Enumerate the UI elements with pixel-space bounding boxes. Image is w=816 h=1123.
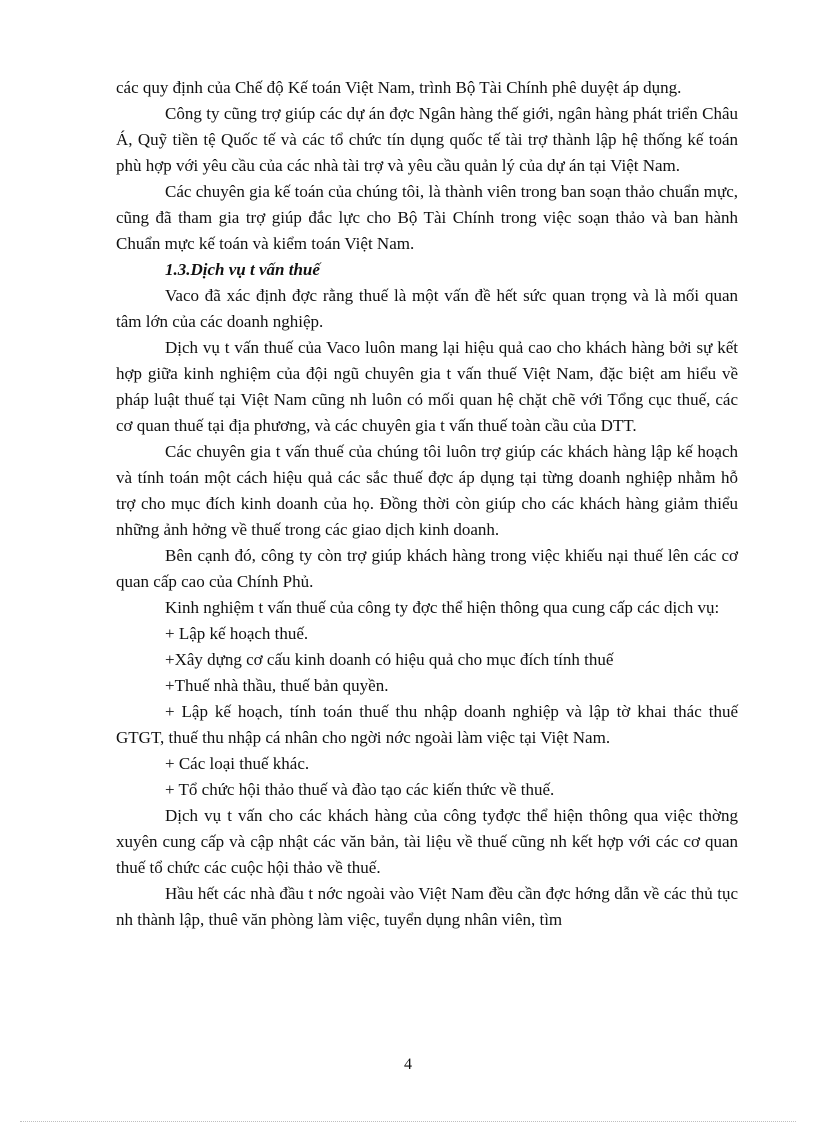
paragraph: Các chuyên gia t vấn thuế của chúng tôi luôn trợ giúp các khách hàng lập kế hoạch và tính toán một cách hiệu quả các sắc thuế đợc áp dụng tại từng doanh nghiệp nhằm hỗ trợ cho mục đích kinh doanh của họ. Đồng thời còn giúp cho các khách hàng giảm thiểu những ảnh hởng về thuế trong các giao dịch kinh doanh. <box>116 442 738 539</box>
paragraph: Công ty cũng trợ giúp các dự án đợc Ngân hàng thế giới, ngân hàng phát triển Châu Á, Quỹ tiền tệ Quốc tế và các tổ chức tín dụng quốc tế tài trợ thành lập hệ thống kế toán phù hợp với yêu cầu của các nhà tài trợ và yêu cầu quản lý của dự án tại Việt Nam. <box>116 104 738 175</box>
paragraph: Dịch vụ t vấn thuế của Vaco luôn mang lại hiệu quả cao cho khách hàng bởi sự kết hợp giữa kinh nghiệm của đội ngũ chuyên gia t vấn thuế Việt Nam, đặc biệt am hiểu về pháp luật thuế tại Việt Nam cũng nh luôn có mối quan hệ chặt chẽ với Tổng cục thuế, các cơ quan thuế tại địa phương, và các chuyên gia t vấn thuế toàn cầu của DTT. <box>116 338 738 435</box>
list-item: +Xây dựng cơ cấu kinh doanh có hiệu quả cho mục đích tính thuế <box>165 650 614 669</box>
list-item: + Lập kế hoạch, tính toán thuế thu nhập doanh nghiệp và lập tờ khai thác thuế GTGT, thuế thu nhập cá nhân cho ngời nớc ngoài làm việc tại Việt Nam. <box>116 702 738 747</box>
paragraph: Bên cạnh đó, công ty còn trợ giúp khách hàng trong việc khiếu nại thuế lên các cơ quan cấp cao của Chính Phủ. <box>116 546 738 591</box>
paragraph: Kinh nghiệm t vấn thuế của công ty đợc thể hiện thông qua cung cấp các dịch vụ: <box>165 598 720 617</box>
section-heading: 1.3.Dịch vụ t vấn thuế <box>165 260 320 279</box>
paragraph: Hầu hết các nhà đầu t nớc ngoài vào Việt Nam đều cần đợc hớng dẫn về các thủ tục nh thành lập, thuê văn phòng làm việc, tuyển dụng nhân viên, tìm <box>116 884 738 929</box>
footer-divider <box>20 1121 796 1122</box>
list-item: + Các loại thuế khác. <box>165 754 310 773</box>
page-number: 4 <box>404 1056 412 1073</box>
paragraph: Các chuyên gia kế toán của chúng tôi, là thành viên trong ban soạn thảo chuẩn mực, cũng đã tham gia trợ giúp đắc lực cho Bộ Tài Chính trong việc soạn thảo và ban hành Chuẩn mực kế toán và kiểm toán Việt Nam. <box>116 182 738 253</box>
paragraph: các quy định của Chế độ Kế toán Việt Nam, trình Bộ Tài Chính phê duyệt áp dụng. <box>116 78 682 97</box>
document-page <box>116 75 738 933</box>
paragraph: Dịch vụ t vấn cho các khách hàng của công tyđợc thể hiện thông qua việc thờng xuyên cung cấp và cập nhật các văn bản, tài liệu về thuế cũng nh kết hợp với các cơ quan thuế tổ chức các cuộc hội thảo về thuế. <box>116 806 738 877</box>
list-item: +Thuế nhà thầu, thuế bản quyền. <box>165 676 389 695</box>
paragraph: Vaco đã xác định đợc rằng thuế là một vấn đề hết sức quan trọng và là mối quan tâm lớn của các doanh nghiệp. <box>116 286 738 331</box>
list-item: + Lập kế hoạch thuế. <box>165 624 309 643</box>
list-item: + Tổ chức hội thảo thuế và đào tạo các kiến thức về thuế. <box>165 780 555 799</box>
